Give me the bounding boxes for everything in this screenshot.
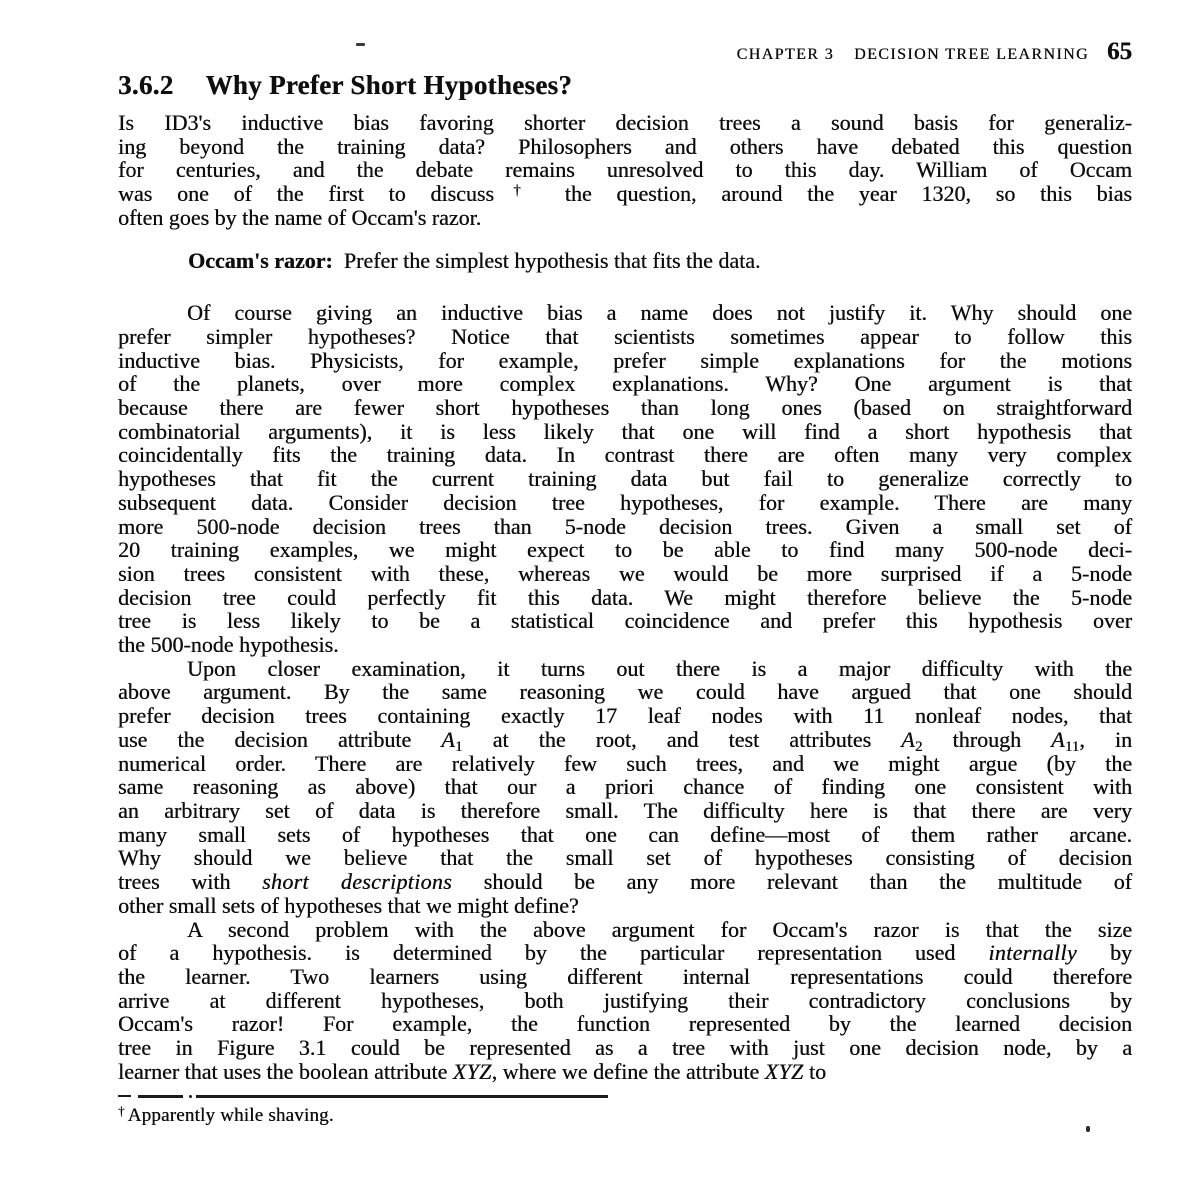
- footnote-rule-segment: [118, 1095, 131, 1097]
- text-line: prefer simpler hypotheses? Notice that scientists sometimes appear to follow this: [118, 323, 1132, 349]
- running-header-chapter: CHAPTER 3: [736, 46, 835, 63]
- text-line: for centuries, and the debate remains unresolved to this day. William of Occam: [118, 157, 1132, 183]
- text-line: of the planets, over more complex explanations. Why? One argument is that: [118, 371, 1132, 397]
- text-line: tree is less likely to be a statistical coincidence and prefer this hypothesis over: [118, 608, 1132, 634]
- text-line: Why should we believe that the small set of hypotheses consisting of decision: [118, 845, 1132, 871]
- text-line: because there are fewer short hypotheses than long ones (based on straightforward: [118, 395, 1132, 421]
- footnote-rule-segment: [138, 1095, 183, 1098]
- text-line: Of course giving an inductive bias a name does not justify it. Why should one: [187, 300, 1132, 326]
- page-number: 65: [1107, 38, 1132, 65]
- text-line: other small sets of hypotheses that we might define?: [118, 892, 579, 918]
- section-heading: [118, 70, 572, 101]
- text-line: tree in Figure 3.1 could be represented as a tree with just one decision node, by a: [118, 1035, 1132, 1061]
- scan-artifact-dot: [1086, 1126, 1090, 1132]
- text-line: subsequent data. Consider decision tree hypotheses, for example. There are many: [118, 489, 1132, 515]
- text-line: learner that uses the boolean attribute XYZ, where we define the attribute XYZ to: [118, 1058, 827, 1084]
- text-line: combinatorial arguments), it is less likely that one will find a short hypothesis that: [118, 418, 1132, 444]
- footnote-rule: [118, 1094, 1132, 1098]
- text-line: Is ID3's inductive bias favoring shorter decision trees a sound basis for generaliz-: [118, 110, 1132, 135]
- text-line: Occam's razor: Prefer the simplest hypothesis that fits the data.: [188, 247, 761, 273]
- text-line: an arbitrary set of data is therefore small. The difficulty here is that there are very: [118, 797, 1132, 823]
- text-line: numerical order. There are relatively few such trees, and we might argue (by the: [118, 750, 1132, 776]
- text-line: the learner. Two learners using different internal representations could therefore: [118, 963, 1132, 989]
- footnote-marker: †: [118, 1103, 125, 1119]
- text-line: decision tree could perfectly fit this data. We might therefore believe the 5-node: [118, 584, 1132, 610]
- text-line: same reasoning as above) that our a priori chance of finding one consistent with: [118, 774, 1132, 800]
- text-line: Occam's razor! For example, the function represented by the learned decision: [118, 1011, 1132, 1037]
- text-line: often goes by the name of Occam's razor.: [118, 204, 482, 230]
- text-line: of a hypothesis. is determined by the particular representation used internally by: [118, 940, 1132, 966]
- running-header-title: DECISION TREE LEARNING: [854, 46, 1089, 63]
- paragraph: [118, 301, 1132, 657]
- text-line: trees with short descriptions should be any more relevant than the multitude of: [118, 869, 1132, 895]
- section-number: 3.6.2: [118, 70, 174, 100]
- footnote-area: [118, 1094, 1132, 1127]
- footnote-rule-segment: [196, 1095, 608, 1098]
- text-line: prefer decision trees containing exactly 17 leaf nodes with 11 nonleaf nodes, that: [118, 703, 1132, 729]
- section-title: Why Prefer Short Hypotheses?: [205, 70, 573, 100]
- body-text: [118, 111, 1132, 1083]
- text-line: many small sets of hypotheses that one can define—most of them rather arcane.: [118, 821, 1132, 847]
- text-line: the 500-node hypothesis.: [118, 632, 339, 658]
- scan-artifact-dash: [356, 43, 365, 46]
- text-line: more 500-node decision trees than 5-node decision trees. Given a small set of: [118, 513, 1132, 539]
- text-line: inductive bias. Physicists, for example, prefer simple explanations for the motions: [118, 347, 1132, 373]
- text-line: hypotheses that fit the current training data but fail to generalize correctly to: [118, 466, 1132, 492]
- paragraph: [118, 918, 1132, 1084]
- paragraph: [118, 111, 1132, 230]
- text-line: A second problem with the above argument for Occam's razor is that the size: [187, 916, 1132, 942]
- running-header: [737, 38, 1132, 66]
- footnote-rule-dot: [189, 1095, 192, 1098]
- text-line: above argument. By the same reasoning we could have argued that one should: [118, 679, 1132, 705]
- text-line: Upon closer examination, it turns out there is a major difficulty with the: [187, 655, 1132, 681]
- text-line: ing beyond the training data? Philosophers and others have debated this question: [118, 133, 1132, 159]
- text-line: 20 training examples, we might expect to be able to find many 500-node deci-: [118, 537, 1132, 563]
- text-line: coincidentally fits the training data. In contrast there are often many very complex: [118, 442, 1132, 468]
- text-line: sion trees consistent with these, whereas we would be more surprised if a 5-node: [118, 560, 1132, 586]
- text-line: use the decision attribute $A_1$ at the root, and test attributes $A_2$ through $A_{11}$, in: [118, 726, 1132, 756]
- text-line: was one of the first to discuss† the question, around the year 1320, so this bias: [118, 181, 1132, 207]
- footnote: [118, 1105, 1132, 1127]
- text-line: arrive at different hypotheses, both justifying their contradictory conclusions by: [118, 987, 1132, 1013]
- footnote-body: Apparently while shaving.: [127, 1105, 334, 1126]
- blockquote: [188, 249, 1132, 273]
- paragraph: [118, 657, 1132, 918]
